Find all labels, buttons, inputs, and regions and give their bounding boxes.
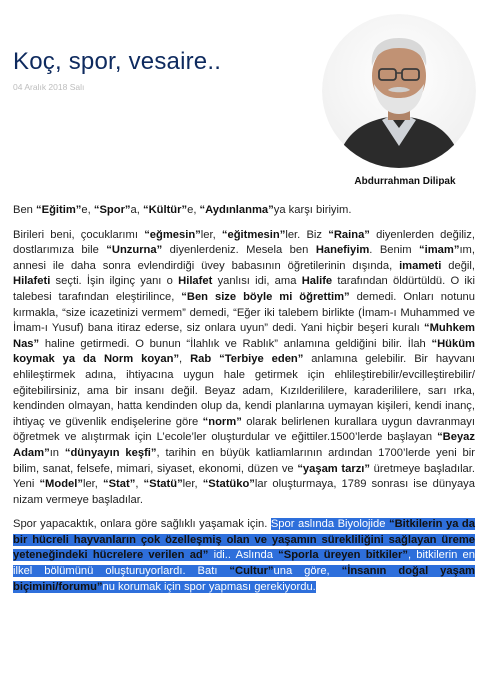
bold-text-run: Hilafet xyxy=(178,275,213,288)
bold-text-run: “Kültür” xyxy=(142,204,188,216)
bold-text-run: “Spor” xyxy=(93,204,131,216)
text-run: Birileri beni, çocuklarımı xyxy=(13,228,145,241)
text-run: nu korumak için spor yapması gerekiyordu. xyxy=(102,580,316,593)
paragraph-2 xyxy=(13,228,475,509)
text-run: Ben xyxy=(13,204,37,216)
bold-text-run: “Statü” xyxy=(143,478,183,491)
text-run: seçti. İşin ilginç yanı o xyxy=(50,275,179,288)
author-name: Abdurrahman Dilipak xyxy=(354,176,456,187)
text-run: una göre, xyxy=(273,565,342,578)
bold-text-run: “Muhkem Nas” xyxy=(13,322,475,350)
text-run: ler. Biz xyxy=(285,228,329,241)
bold-text-run: Hilafeti xyxy=(13,275,51,288)
text-run: anlamına gelebilir. Bir hayvanı ehlileştirmek adına, ihtiyacına uygun hale getirmek için ehlileştirebilir/evcilleştirebilir/ eğitebilirsiniz, ama bir insanı değil. Beyaz adam, Kızılderililere, karaderililere, sarı ırka, kendinden olmayan, hatta kendinden olup da, kendi planlarına uymayan kişileri, kendi inanç, ihtiyaç ve güvenlik endişelerine göre xyxy=(13,353,476,428)
bold-text-run: Hanefiyim xyxy=(315,244,370,257)
text-run: ler, xyxy=(82,478,103,491)
bold-text-run: “yaşam tarzı” xyxy=(297,462,371,475)
article-title: Koç, spor, vesaire.. xyxy=(13,48,222,75)
text-run: , bitkilerin en ilkel bölümünü oluşturuyorlardı. Batı xyxy=(13,549,475,578)
author-photo xyxy=(322,14,476,168)
text-run: demedi. Onları notunu kırmakla, “size icazetinizi vermem” demedi, “Eğer iki talebem birlikte (İmam-ı Muhammed ve İmam-ı Yusuf) bana itiraz ederse, siz onlara uyun” dedi. Yani hiçbir beşeri kuralı xyxy=(13,290,475,335)
bold-text-run: “Model” xyxy=(39,478,83,491)
text-run: lar oluşturmaya, 1789 sonrası ise dünyaya nizam vermeye başladılar. xyxy=(13,478,475,506)
article-date: 04 Aralık 2018 Salı xyxy=(13,82,85,92)
text-run: ım, annesi ile daha sonra evlendirdiği üvey babasının öğretilerinin dışında, xyxy=(13,244,475,272)
text-run: olarak belirlenen kurallara uygun davranmayı öğretmek ve alıştırmak için L’ecole’ler oluşturdular ve eğittiler.1500’lerde başlayan xyxy=(13,415,475,444)
bold-text-run: Halife xyxy=(301,275,333,288)
bold-text-run: “Eğitim” xyxy=(36,204,82,216)
bold-text-run: “Raina” xyxy=(328,228,370,241)
text-run: haline getirmedi. O bunun “İlahlık ve Rablık” anlamına geldiğini bilir. İlah xyxy=(39,337,432,350)
text-run: ın xyxy=(49,446,65,459)
article-body xyxy=(13,203,475,604)
bold-text-run: “Sporla üreyen bitkiler” xyxy=(278,549,408,562)
author-portrait-image xyxy=(322,14,476,168)
text-run: e, xyxy=(81,204,94,216)
bold-text-run: imameti xyxy=(399,259,442,272)
bold-text-run: “İnsanın doğal yaşam biçimini/forumu” xyxy=(13,565,475,593)
text-run: değil, xyxy=(441,259,475,272)
text-run: Spor yapacaktık, onlara göre sağlıklı yaşamak için. xyxy=(13,518,271,531)
bold-text-run: “imam” xyxy=(419,244,460,257)
bold-text-run: “norm” xyxy=(202,415,242,428)
text-run: , xyxy=(135,478,144,491)
bold-text-run: “Statüko” xyxy=(202,478,255,491)
bold-text-run: “Cultur” xyxy=(229,565,274,578)
text-run: , tarihin en büyük katliamlarının ardından 1700’lerde yeni bir bilim, sanat, felsefe, mimari, siyaset, ekonomi, düzen ve xyxy=(13,446,475,475)
text-run: ler, xyxy=(182,478,203,491)
text-run: ya karşı biriyim. xyxy=(273,204,352,216)
text-run: idi.. Aslında xyxy=(208,549,279,562)
text-run: e, xyxy=(187,204,200,216)
text-run: üretmeye başladılar. Yeni xyxy=(13,462,475,491)
bold-text-run: Rab “Terbiye eden” xyxy=(190,353,304,366)
bold-text-run: “Hüküm koymak ya da Norm koyan” xyxy=(13,337,475,366)
text-run: ler, xyxy=(200,228,222,241)
bold-text-run: “Ben size böyle mi öğrettim” xyxy=(181,290,350,303)
text-run: , xyxy=(179,353,191,366)
text-run: diyenlerdeniz. Mesela ben xyxy=(162,244,316,257)
bold-text-run: “eğitmesin” xyxy=(221,228,286,241)
text-run: diyenlerden değiliz, dostlarımıza bile xyxy=(13,228,475,257)
bold-text-run: “eğmesin” xyxy=(144,228,201,241)
bold-text-run: “Stat” xyxy=(102,478,136,491)
paragraph-1 xyxy=(13,203,475,219)
bold-text-run: “Aydınlanma” xyxy=(199,204,274,216)
paragraph-3 xyxy=(13,517,475,595)
bold-text-run: “Beyaz Adam” xyxy=(13,431,475,459)
text-run: tarafından öldürtüldü. O iki talebesi tarafından eleştirilince, xyxy=(13,275,475,303)
text-run: yanlısı idi, ama xyxy=(212,275,302,288)
bold-text-run: “dünyayın keşfi” xyxy=(64,446,157,459)
bold-text-run: “Unzurna” xyxy=(106,244,163,257)
text-run: Spor aslında Biyolojide xyxy=(270,518,389,531)
text-run: a, xyxy=(130,204,143,216)
text-run: . Benim xyxy=(369,244,420,257)
bold-text-run: “Bitkilerin ya da bir hücreli hayvanların çok özelleşmiş olan ve yaşamın sürekliliğini sağlayan üreme yeteneğindeki hücrelere verilen ad” xyxy=(13,518,475,562)
